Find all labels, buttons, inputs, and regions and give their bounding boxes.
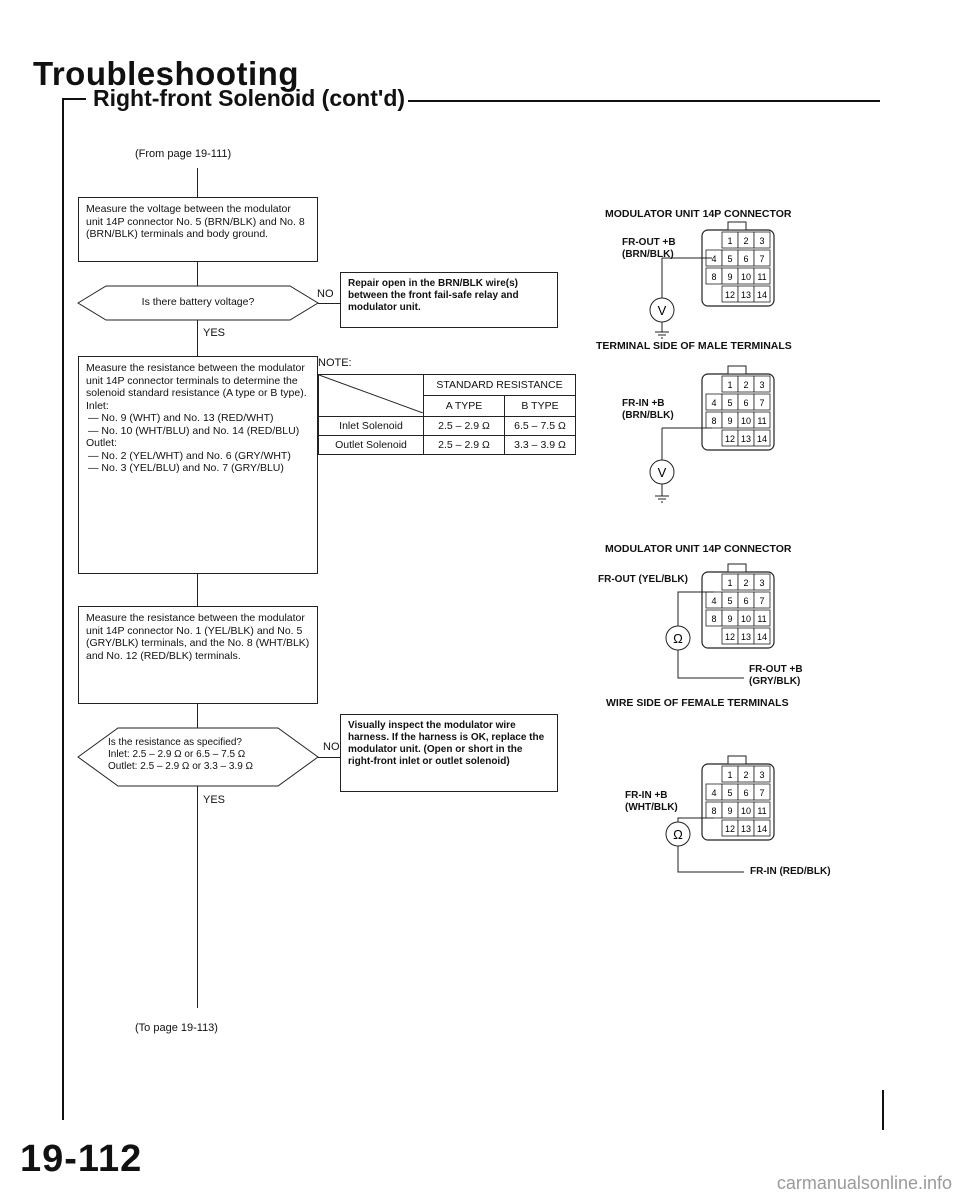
flow-line xyxy=(197,168,198,198)
page-subtitle: Right-front Solenoid (cont'd) xyxy=(93,85,406,111)
connector-pin-number: 5 xyxy=(727,398,733,408)
ohmmeter-symbol: Ω xyxy=(673,631,683,646)
connector-pin-number: 5 xyxy=(727,254,733,264)
connector-pin-number: 1 xyxy=(727,770,733,780)
connector-latch xyxy=(728,564,746,572)
step2-line: — No. 3 (YEL/BLU) and No. 7 (GRY/BLU) xyxy=(88,462,284,474)
table-corner-cell xyxy=(319,375,424,417)
connector-caption-1: TERMINAL SIDE OF MALE TERMINALS xyxy=(596,340,792,352)
action-inspect-harness xyxy=(340,714,558,792)
connector-pin-number: 10 xyxy=(740,614,752,624)
q2-line: Inlet: 2.5 – 2.9 Ω or 6.5 – 7.5 Ω xyxy=(108,749,246,760)
connector-pin-number: 4 xyxy=(711,596,717,606)
connector-pin-number: 12 xyxy=(724,632,736,642)
step2-line: — No. 10 (WHT/BLU) and No. 14 (RED/BLU) xyxy=(88,424,300,437)
action-repair-open xyxy=(340,272,558,328)
note-table-wrap xyxy=(318,374,576,455)
connector-pin-number: 12 xyxy=(724,290,736,300)
connector-diagram-4 xyxy=(620,752,800,882)
connector-body xyxy=(702,366,774,450)
action-inspect-harness-text: Visually inspect the modulator wire harness. If the harness is OK, replace the modulator unit. (Open or short in the right-front inlet or outlet solenoid) xyxy=(348,720,545,767)
frame-right-line xyxy=(882,1090,884,1130)
connector-pin-number: 7 xyxy=(759,596,765,606)
connector-pin-number: 11 xyxy=(757,272,767,282)
connector-diagram-2 xyxy=(620,362,800,512)
connector-pin-number: 2 xyxy=(743,770,749,780)
decision-battery-voltage-text: Is there battery voltage? xyxy=(141,296,255,308)
connector-pin-number: 10 xyxy=(740,806,752,816)
table-row xyxy=(319,417,576,436)
flow-line xyxy=(197,320,198,356)
flow-line xyxy=(197,786,198,1008)
step2-line: Outlet: xyxy=(86,437,117,449)
connector-pin-number: 3 xyxy=(759,770,765,780)
connector-pin-number: 7 xyxy=(759,398,765,408)
connector-pin-number: 11 xyxy=(757,614,767,624)
page-title: Troubleshooting xyxy=(33,55,299,92)
flow-line xyxy=(197,574,198,606)
decision-resistance-spec-text xyxy=(108,737,288,773)
connector-pin-number: 11 xyxy=(757,416,767,426)
connector-4-label-bottom: FR-IN (RED/BLK) xyxy=(750,866,831,877)
table-row xyxy=(319,436,576,455)
step-measure-voltage xyxy=(78,197,318,262)
connector-pin-number: 14 xyxy=(756,632,768,642)
connector-pin-number: 14 xyxy=(756,434,768,444)
flow-line xyxy=(318,757,340,758)
connector-pin-number: 6 xyxy=(743,398,749,408)
connector-pin-number: 9 xyxy=(727,614,733,624)
table-col-b: B TYPE xyxy=(505,396,576,417)
connector-pin-number: 4 xyxy=(711,398,717,408)
header-rule-left xyxy=(62,98,86,100)
connector-pin-number: 10 xyxy=(740,416,752,426)
page-number: 19-112 xyxy=(20,1138,143,1180)
connector-pin-number: 5 xyxy=(727,788,733,798)
connector-pin-number: 9 xyxy=(727,416,733,426)
connector-pin-number: 14 xyxy=(756,290,768,300)
table-col-a: A TYPE xyxy=(424,396,505,417)
connector-pin-number: 10 xyxy=(740,272,752,282)
connector-pin-number: 3 xyxy=(759,578,765,588)
connector-pin-number: 8 xyxy=(711,416,717,426)
yes-label: YES xyxy=(203,327,226,339)
connector-pin-number: 6 xyxy=(743,254,749,264)
connector-body xyxy=(702,222,774,306)
connector-pin-number: 12 xyxy=(724,434,736,444)
voltmeter-symbol: V xyxy=(657,303,667,318)
connector-pin-number: 2 xyxy=(743,578,749,588)
connector-pin-number: 6 xyxy=(743,596,749,606)
pin-label-line: FR-OUT +B xyxy=(749,664,803,675)
table-corner-diagonal xyxy=(319,375,423,413)
connector-pin-number: 3 xyxy=(759,380,765,390)
table-cell: Outlet Solenoid xyxy=(319,436,424,455)
connector-pin-number: 1 xyxy=(727,236,733,246)
step-measure-resistance-2 xyxy=(78,606,318,704)
pin-label-line: (GRY/BLK) xyxy=(749,676,801,687)
connector-pin-number: 13 xyxy=(740,434,752,444)
table-header: STANDARD RESISTANCE xyxy=(424,375,576,396)
connector-pin-number: 1 xyxy=(727,578,733,588)
q2-line: Outlet: 2.5 – 2.9 Ω or 3.3 – 3.9 Ω xyxy=(108,761,254,772)
connector-latch xyxy=(728,222,746,230)
from-page-label: (From page 19-111) xyxy=(135,148,232,160)
to-page-label: (To page 19-113) xyxy=(135,1022,218,1034)
connector-pin-number: 4 xyxy=(711,254,717,264)
connector-pin-number: 9 xyxy=(727,272,733,282)
step2-line: Inlet: xyxy=(86,399,109,412)
no-label: NO xyxy=(317,288,334,300)
table-cell: 2.5 – 2.9 Ω xyxy=(424,417,505,436)
step-measure-resistance-2-text: Measure the resistance between the modulator unit 14P connector No. 1 (YEL/BLK) and No. 5 (GRY/BLK) terminals, and the No. 8 (WHT/BLK) and No. 12 (RED/BLK) terminals. xyxy=(86,612,310,662)
connector-latch xyxy=(728,756,746,764)
flow-line xyxy=(197,704,198,728)
connector-caption-2: WIRE SIDE OF FEMALE TERMINALS xyxy=(606,697,789,709)
voltmeter-symbol: V xyxy=(657,465,667,480)
yes-label-2: YES xyxy=(203,794,226,806)
connector-pin-number: 5 xyxy=(727,596,733,606)
connector-pin-number: 14 xyxy=(756,824,768,834)
note-label: NOTE: xyxy=(318,357,352,369)
connector-title-1: MODULATOR UNIT 14P CONNECTOR xyxy=(605,208,792,220)
header-rule-right xyxy=(408,100,880,102)
frame-left-line xyxy=(62,98,64,1120)
connector-body xyxy=(702,564,774,648)
connector-pin-number: 8 xyxy=(711,272,717,282)
pin-label-line: (BRN/BLK) xyxy=(622,410,674,421)
connector-pin-number: 7 xyxy=(759,254,765,264)
table-cell: 3.3 – 3.9 Ω xyxy=(505,436,576,455)
connector-body xyxy=(702,756,774,840)
connector-pin-number: 6 xyxy=(743,788,749,798)
flow-line xyxy=(318,303,340,304)
ground-icon xyxy=(655,322,669,338)
connector-pin-number: 1 xyxy=(727,380,733,390)
connector-latch xyxy=(728,366,746,374)
connector-title-2: MODULATOR UNIT 14P CONNECTOR xyxy=(605,543,792,555)
ground-icon xyxy=(655,484,669,502)
step-measure-resistance xyxy=(78,356,318,574)
connector-3-label-bottom xyxy=(749,664,803,688)
connector-pin-number: 13 xyxy=(740,824,752,834)
step2-line: — No. 9 (WHT) and No. 13 (RED/WHT) xyxy=(88,412,274,424)
pin-label-line: FR-OUT +B xyxy=(622,237,676,248)
flow-line xyxy=(197,262,198,286)
connector-pin-number: 13 xyxy=(740,290,752,300)
connector-pin-number: 13 xyxy=(740,632,752,642)
connector-pin-number: 2 xyxy=(743,236,749,246)
connector-pin-number: 11 xyxy=(757,806,767,816)
action-repair-open-text: Repair open in the BRN/BLK wire(s) between the front fail-safe relay and modulator unit. xyxy=(348,278,519,313)
connector-pin-number: 7 xyxy=(759,788,765,798)
q2-line: Is the resistance as specified? xyxy=(108,737,242,748)
connector-pin-number: 4 xyxy=(711,788,717,798)
ohmmeter-symbol: Ω xyxy=(673,827,683,842)
table-cell: 2.5 – 2.9 Ω xyxy=(424,436,505,455)
connector-pin-number: 3 xyxy=(759,236,765,246)
step2-line: Measure the resistance between the modulator unit 14P connector terminals to determine the solenoid standard resistance (A type or B type). xyxy=(86,362,307,399)
table-cell: 6.5 – 7.5 Ω xyxy=(505,417,576,436)
watermark: carmanualsonline.info xyxy=(776,1173,952,1193)
pin-label-line: (WHT/BLK) xyxy=(625,802,678,813)
pin-label-line: FR-IN +B xyxy=(625,790,668,801)
table-cell: Inlet Solenoid xyxy=(319,417,424,436)
resistance-table xyxy=(318,374,576,455)
no-label-2: NO xyxy=(323,741,340,753)
connector-3-label-top: FR-OUT (YEL/BLK) xyxy=(598,574,688,585)
connector-pin-number: 9 xyxy=(727,806,733,816)
connector-pin-number: 8 xyxy=(711,806,717,816)
connector-pin-number: 12 xyxy=(724,824,736,834)
step-measure-voltage-text: Measure the voltage between the modulator unit 14P connector No. 5 (BRN/BLK) and No. 8 (BRN/BLK) terminals and body ground. xyxy=(86,203,305,240)
pin-label-line: FR-IN +B xyxy=(622,398,665,409)
connector-pin-number: 2 xyxy=(743,380,749,390)
step2-line: — No. 2 (YEL/WHT) and No. 6 (GRY/WHT) xyxy=(88,449,291,462)
connector-pin-number: 8 xyxy=(711,614,717,624)
pin-label-line: (BRN/BLK) xyxy=(622,249,674,260)
connector-diagram-1 xyxy=(620,218,800,346)
